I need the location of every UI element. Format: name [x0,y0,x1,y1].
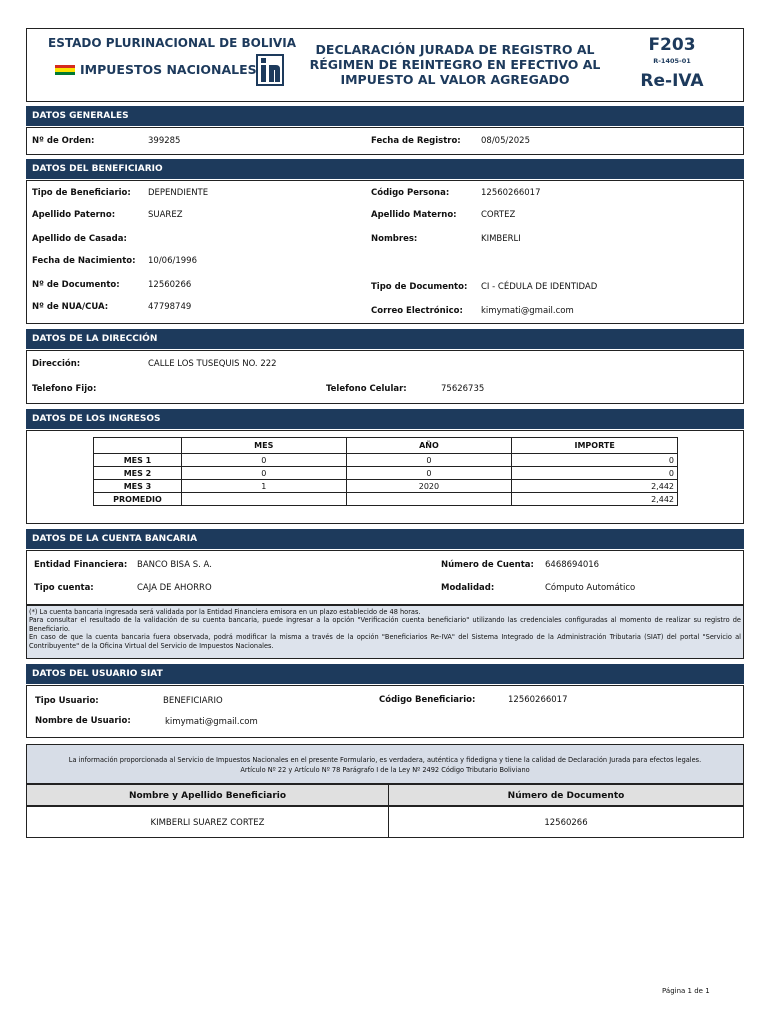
bank-note-line: (*) La cuenta bancaria ingresada será validada por la Entidad Financiera emisora en un plazo establecido de 48 horas. [29,608,421,616]
legal-declaration [26,744,744,784]
income-header-amount: IMPORTE [512,438,678,454]
regime-code: Re-IVA [640,71,704,91]
form-title: DECLARACIÓN JURADA DE REGISTRO AL RÉGIMEN DE REINTEGRO EN EFECTIVO AL IMPUESTO AL VALOR AGREGADO [309,42,601,87]
declaration-legal-reference: Artículo Nº 22 y Artículo Nº 78 Parágrafo I de la Ley Nº 2492 Código Tributario Boliviano [240,766,530,774]
income-row-year: 0 [346,454,512,467]
names-label: Nombres: [371,234,418,244]
mobile-value: 75626735 [441,384,485,394]
section-bank-title: DATOS DE LA CUENTA BANCARIA [26,529,744,549]
maternal-label: Apellido Materno: [371,210,457,220]
form-code: F203 [648,35,696,55]
income-header-month: MES [181,438,346,454]
section-general-title: DATOS GENERALES [26,106,744,126]
bank-note [26,605,744,659]
nua-label: Nº de NUA/CUA: [32,302,109,312]
address-value: CALLE LOS TUSEQUIS NO. 222 [148,359,277,369]
signature-name-value: KIMBERLI SUAREZ CORTEZ [26,806,389,838]
paternal-label: Apellido Paterno: [32,210,116,220]
phone-label: Telefono Fijo: [32,384,97,394]
income-row-label: MES 3 [94,480,182,493]
nua-value: 47798749 [148,302,192,312]
username-value: kimymati@gmail.com [165,717,258,727]
modality-label: Modalidad: [441,583,495,593]
income-row-amount: 2,442 [512,480,678,493]
income-average-empty [181,493,346,506]
income-row-amount: 0 [512,454,678,467]
email-value: kimymati@gmail.com [481,306,574,316]
income-row-month: 1 [181,480,346,493]
birth-value: 10/06/1996 [148,256,197,266]
declaration-text: La información proporcionada al Servicio de Impuestos Nacionales en el presente Formulario, es verdadera, auténtica y fidedigna y tiene la calidad de Declaración Jurada para efectos legales. [68,756,702,764]
income-row-year: 2020 [346,480,512,493]
birth-label: Fecha de Nacimiento: [32,256,136,266]
section-beneficiary-title: DATOS DEL BENEFICIARIO [26,159,744,179]
page-number: Página 1 de 1 [662,987,710,995]
state-name: ESTADO PLURINACIONAL DE BOLIVIA [48,36,296,50]
income-row-month: 0 [181,467,346,480]
account-type-value: CAJA DE AHORRO [137,583,212,593]
agency-name: IMPUESTOS NACIONALES [80,62,257,77]
order-value: 399285 [148,136,181,146]
account-type-label: Tipo cuenta: [34,583,94,593]
modality-value: Cómputo Automático [545,583,636,593]
section-bank [26,550,744,605]
signature-doc-value: 12560266 [388,806,744,838]
section-address [26,350,744,404]
account-number-label: Número de Cuenta: [441,560,534,570]
income-header-year: AÑO [346,438,512,454]
user-type-label: Tipo Usuario: [35,696,99,706]
form-version: R-1405-01 [653,57,691,65]
doc-type-value: CI - CÉDULA DE IDENTIDAD [481,282,598,292]
beneficiary-type-label: Tipo de Beneficiario: [32,188,131,198]
income-header-row [94,438,678,454]
beneficiary-type-value: DEPENDIENTE [148,188,209,198]
beneficiary-code-value: 12560266017 [508,695,568,705]
doc-number-label: Nº de Documento: [32,280,120,290]
names-value: KIMBERLI [481,234,521,244]
table-row [94,480,678,493]
signature-name-header: Nombre y Apellido Beneficiario [26,784,389,806]
income-row-label: MES 1 [94,454,182,467]
income-row-year: 0 [346,467,512,480]
address-label: Dirección: [32,359,81,369]
bank-entity-label: Entidad Financiera: [34,560,128,570]
section-income-title: DATOS DE LOS INGRESOS [26,409,744,429]
income-header-empty [94,438,182,454]
doc-number-value: 12560266 [148,280,192,290]
income-average-empty [346,493,512,506]
bank-note-line: En caso de que la cuenta bancaria fuera observada, podrá modificar la misma a través de la opción "Beneficiarios Re-IVA" del Sistema Integrado de la Administración Tributaria (SIAT) del portal "Servicio al Contribuyente" de la Oficina Virtual del Servicio de Impuestos Nacionales. [29,633,741,650]
account-number-value: 6468694016 [545,560,600,570]
income-row-month: 0 [181,454,346,467]
maternal-value: CORTEZ [481,210,516,220]
bank-note-line: Para consultar el resultado de la validación de su cuenta bancaria, puede ingresar a la opción "Verificación cuenta beneficiario" utilizando las credenciales configuradas al momento de realizar su registro de Beneficiario. [29,616,741,633]
username-label: Nombre de Usuario: [35,716,131,726]
section-siat-title: DATOS DEL USUARIO SIAT [26,664,744,684]
doc-type-label: Tipo de Documento: [371,282,468,292]
email-label: Correo Electrónico: [371,306,463,316]
income-average-label: PROMEDIO [94,493,182,506]
bolivia-flag-icon [55,65,75,75]
impuestos-logo-icon [256,54,284,86]
income-average-value: 2,442 [512,493,678,506]
income-average-row [94,493,678,506]
table-row [94,454,678,467]
income-row-amount: 0 [512,467,678,480]
married-label: Apellido de Casada: [32,234,127,244]
mobile-label: Telefono Celular: [326,384,407,394]
section-siat [26,685,744,738]
date-label: Fecha de Registro: [371,136,461,146]
user-type-value: BENEFICIARIO [163,696,223,706]
beneficiary-code-label: Código Beneficiario: [379,695,476,705]
section-address-title: DATOS DE LA DIRECCIÓN [26,329,744,349]
paternal-value: SUAREZ [148,210,183,220]
income-table [93,437,678,506]
date-value: 08/05/2025 [481,136,530,146]
signature-doc-header: Número de Documento [388,784,744,806]
order-label: Nº de Orden: [32,136,95,146]
table-row [94,467,678,480]
section-beneficiary [26,180,744,324]
income-row-label: MES 2 [94,467,182,480]
bank-entity-value: BANCO BISA S. A. [137,560,212,570]
person-code-label: Código Persona: [371,188,450,198]
person-code-value: 12560266017 [481,188,541,198]
